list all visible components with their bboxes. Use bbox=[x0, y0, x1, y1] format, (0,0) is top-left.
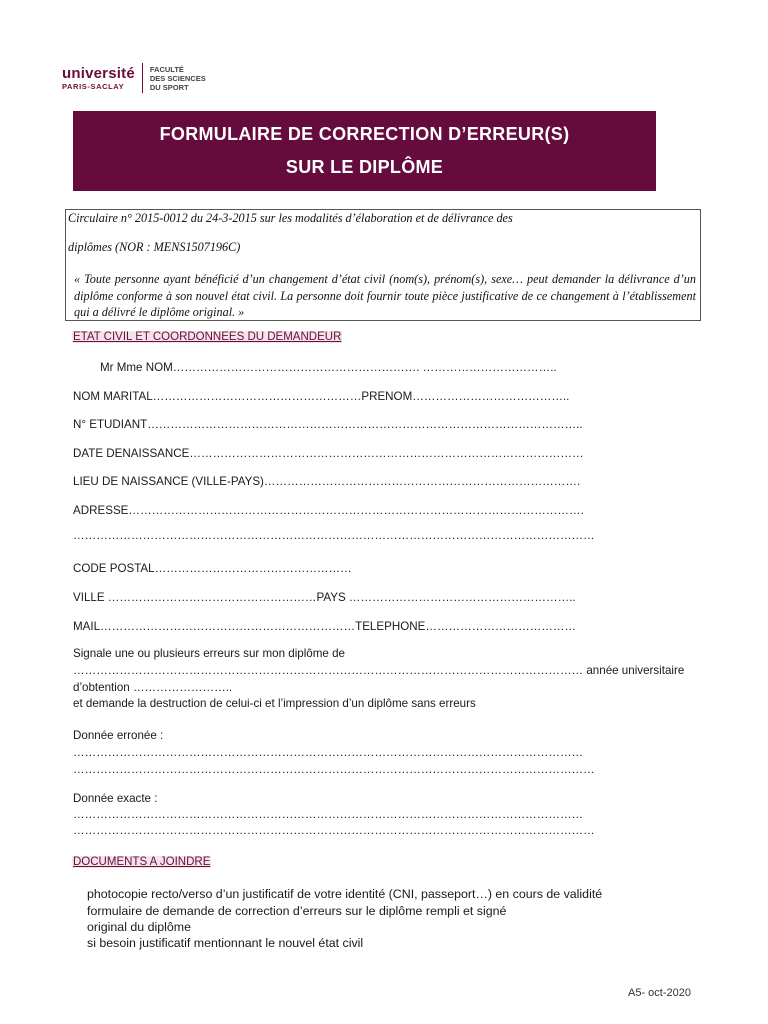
city-country-field[interactable]: VILLE ………………………………………………PAYS ………………………………………………….. bbox=[73, 591, 576, 604]
student-number-field[interactable]: N° ETUDIANT………………………………………………………………………………………………….. bbox=[73, 418, 583, 431]
postal-code-field[interactable]: CODE POSTAL…………………………………………… bbox=[73, 562, 352, 575]
faculty-name bbox=[150, 65, 206, 92]
university-name: université bbox=[62, 64, 135, 82]
footer-version: A5- oct-2020 bbox=[628, 987, 691, 999]
logo-divider bbox=[142, 63, 143, 93]
document-item: original du diplôme bbox=[87, 920, 192, 934]
title-line-2: SUR LE DIPLÔME bbox=[285, 157, 444, 177]
exact-data-field[interactable]: …………………………………………………………………………………………………………………… bbox=[73, 808, 584, 821]
civility-name-field[interactable]: Mr Mme NOM………………………………………………………. …………………………….. bbox=[100, 361, 557, 374]
circular-quote: « Toute personne ayant bénéficié d’un changement d’état civil (nom(s), prénom(s), sexe… peut demander la délivrance d’un diplôme conforme à son nouvel état civil. La personne doit fournir toute pièce justificative de ce changement à l’établissement qui a délivré le diplôme original. » bbox=[74, 272, 696, 319]
exact-data-label: Donnée exacte : bbox=[73, 792, 158, 805]
mail-phone-field[interactable]: MAIL…………………………………………………………TELEPHONE………………………………… bbox=[73, 620, 577, 633]
marital-name-firstname-field[interactable]: NOM MARITAL………………………………………………PRENOM………………………………….. bbox=[73, 390, 570, 403]
university-wordmark bbox=[62, 66, 135, 91]
university-logo bbox=[62, 60, 238, 96]
document-item: photocopie recto/verso d’un justificatif de votre identité (CNI, passeport…) en cours de validité bbox=[87, 887, 603, 901]
birth-place-field[interactable]: LIEU DE NAISSANCE (VILLE-PAYS)………………………………………………………………………. bbox=[73, 475, 581, 488]
circular-box bbox=[65, 209, 701, 321]
document-item: si besoin justificatif mentionnant le nouvel état civil bbox=[87, 936, 364, 950]
title-banner bbox=[73, 111, 656, 191]
faculty-line: FACULTÉ bbox=[149, 64, 184, 74]
university-campus: PARIS-SACLAY bbox=[62, 81, 125, 91]
circular-reference-nor: diplômes (NOR : MENS1507196C) bbox=[68, 240, 241, 254]
diploma-field[interactable]: …………………………………………………………………………………………………………………… année universitaire bbox=[73, 664, 685, 677]
graduation-year-field[interactable]: d’obtention …………………….. bbox=[73, 681, 233, 694]
section-heading-civil-status: ETAT CIVIL ET COORDONNEES DU DEMANDEUR bbox=[73, 331, 342, 343]
exact-data-field[interactable]: ……………………………………………………………………………………………………………………… bbox=[73, 824, 595, 837]
birth-date-field[interactable]: DATE DENAISSANCE………………………………………………………………………………………… bbox=[73, 447, 584, 460]
address-field-continued[interactable]: ……………………………………………………………………………………………………………………… bbox=[73, 529, 595, 542]
faculty-line: DES SCIENCES bbox=[149, 73, 206, 83]
document-item: formulaire de demande de correction d’erreurs sur le diplôme rempli et signé bbox=[87, 904, 507, 918]
section-heading-documents: DOCUMENTS A JOINDRE bbox=[73, 856, 211, 868]
destruction-request-text: et demande la destruction de celui-ci et l’impression d’un diplôme sans erreurs bbox=[73, 697, 476, 710]
faculty-line: DU SPORT bbox=[149, 82, 189, 92]
wrong-data-field[interactable]: …………………………………………………………………………………………………………………… bbox=[73, 746, 584, 759]
title-line-1: FORMULAIRE DE CORRECTION D’ERREUR(S) bbox=[159, 124, 570, 144]
circular-reference: Circulaire n° 2015-0012 du 24-3-2015 sur les modalités d’élaboration et de délivrance des bbox=[68, 211, 513, 225]
wrong-data-label: Donnée erronée : bbox=[73, 729, 164, 742]
error-report-intro: Signale une ou plusieurs erreurs sur mon diplôme de bbox=[73, 647, 345, 660]
wrong-data-field[interactable]: ……………………………………………………………………………………………………………………… bbox=[73, 763, 595, 776]
address-field[interactable]: ADRESSE………………………………………………………………………………………………………. bbox=[73, 504, 584, 517]
